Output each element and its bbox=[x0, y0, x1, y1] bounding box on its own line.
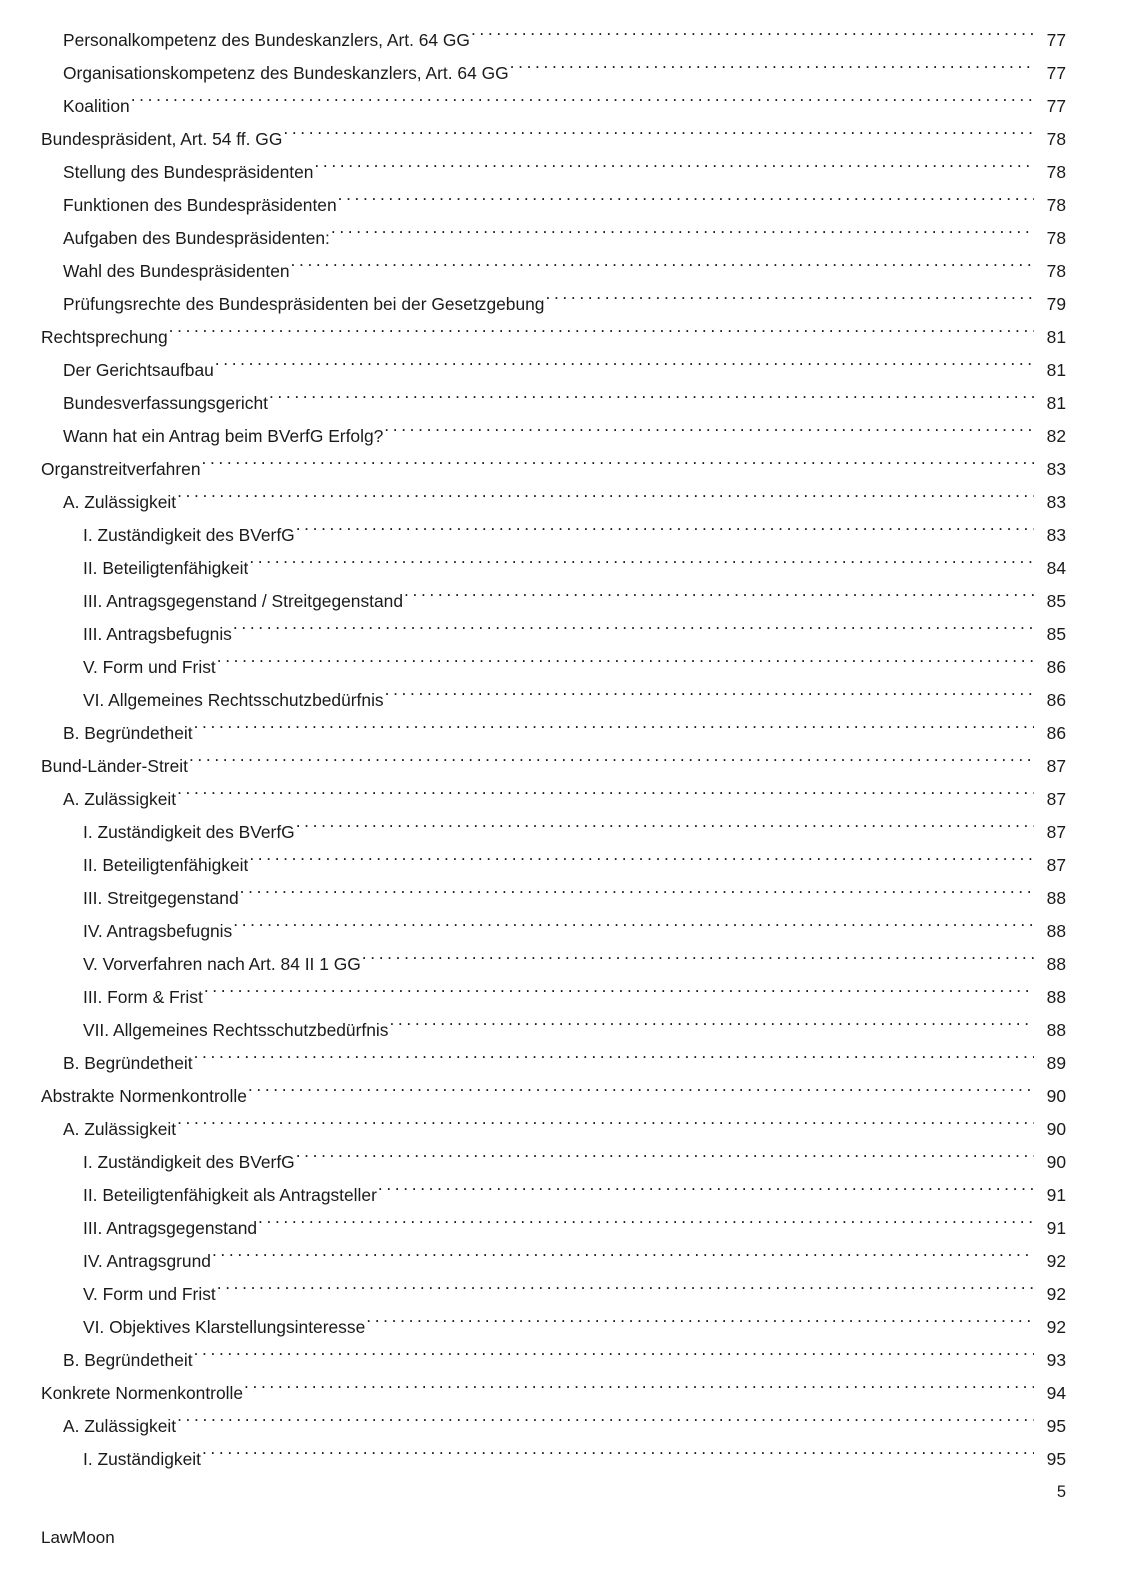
toc-entry-page-number: 86 bbox=[1046, 657, 1066, 677]
toc-entry-page-number: 78 bbox=[1046, 261, 1066, 281]
toc-entry-title: I. Zuständigkeit bbox=[83, 1449, 201, 1469]
dot-leader bbox=[384, 425, 1034, 442]
toc-entry-title: II. Beteiligtenfähigkeit bbox=[83, 558, 249, 578]
toc-entry[interactable] bbox=[41, 1410, 1066, 1443]
toc-entry[interactable] bbox=[41, 948, 1066, 981]
toc-entry-page-number: 89 bbox=[1046, 1053, 1066, 1073]
toc-entry[interactable] bbox=[41, 1146, 1066, 1179]
dot-leader bbox=[404, 590, 1034, 607]
toc-entry[interactable] bbox=[41, 255, 1066, 288]
toc-entry-title: Aufgaben des Bundespräsidenten: bbox=[63, 228, 330, 248]
toc-entry-title: III. Streitgegenstand bbox=[83, 888, 239, 908]
toc-entry-page-number: 85 bbox=[1046, 591, 1066, 611]
toc-entry[interactable] bbox=[41, 915, 1066, 948]
toc-entry[interactable] bbox=[41, 981, 1066, 1014]
dot-leader bbox=[177, 1415, 1034, 1432]
toc-entry-page-number: 88 bbox=[1046, 888, 1066, 908]
dot-leader bbox=[215, 359, 1034, 376]
toc-entry-page-number: 90 bbox=[1046, 1152, 1066, 1172]
toc-entry-page-number: 83 bbox=[1046, 459, 1066, 479]
toc-entry-title: Bund-Länder-Streit bbox=[41, 756, 188, 776]
dot-leader bbox=[131, 95, 1034, 112]
toc-entry-title: Konkrete Normenkontrolle bbox=[41, 1383, 244, 1403]
toc-entry-title: II. Beteiligtenfähigkeit bbox=[83, 855, 249, 875]
toc-entry[interactable] bbox=[41, 1179, 1066, 1212]
toc-entry-page-number: 83 bbox=[1046, 492, 1066, 512]
toc-entry[interactable] bbox=[41, 1245, 1066, 1278]
toc-entry-title: Funktionen des Bundespräsidenten bbox=[63, 195, 337, 215]
dot-leader bbox=[217, 1283, 1034, 1300]
toc-entry[interactable] bbox=[41, 1443, 1066, 1476]
toc-entry-page-number: 78 bbox=[1046, 195, 1066, 215]
toc-entry-page-number: 81 bbox=[1046, 360, 1066, 380]
dot-leader bbox=[296, 1151, 1034, 1168]
toc-entry-page-number: 83 bbox=[1046, 525, 1066, 545]
toc-entry-page-number: 92 bbox=[1046, 1284, 1066, 1304]
toc-entry-page-number: 79 bbox=[1046, 294, 1066, 314]
toc-entry-title: VII. Allgemeines Rechtsschutzbedürfnis bbox=[83, 1020, 389, 1040]
dot-leader bbox=[291, 260, 1034, 277]
toc-entry[interactable] bbox=[41, 1113, 1066, 1146]
footer-brand: LawMoon bbox=[41, 1528, 115, 1547]
toc-entry[interactable] bbox=[41, 1212, 1066, 1245]
toc-entry[interactable] bbox=[41, 189, 1066, 222]
toc-entry[interactable] bbox=[41, 651, 1066, 684]
toc-entry-page-number: 91 bbox=[1046, 1185, 1066, 1205]
toc-entry-page-number: 88 bbox=[1046, 954, 1066, 974]
dot-leader bbox=[177, 491, 1034, 508]
toc-entry[interactable] bbox=[41, 1278, 1066, 1311]
toc-entry[interactable] bbox=[41, 816, 1066, 849]
dot-leader bbox=[217, 656, 1034, 673]
toc-entry-page-number: 87 bbox=[1046, 855, 1066, 875]
toc-entry[interactable] bbox=[41, 585, 1066, 618]
toc-entry[interactable] bbox=[41, 750, 1066, 783]
toc-entry-page-number: 90 bbox=[1046, 1119, 1066, 1139]
dot-leader bbox=[296, 524, 1034, 541]
toc-entry-title: I. Zuständigkeit des BVerfG bbox=[83, 822, 295, 842]
toc-entry-title: B. Begründetheit bbox=[63, 1053, 193, 1073]
toc-entry-title: A. Zulässigkeit bbox=[63, 1416, 177, 1436]
toc-entry-page-number: 81 bbox=[1046, 327, 1066, 347]
dot-leader bbox=[202, 1448, 1034, 1465]
dot-leader bbox=[189, 755, 1034, 772]
toc-entry[interactable] bbox=[41, 519, 1066, 552]
toc-entry-page-number: 95 bbox=[1046, 1449, 1066, 1469]
toc-entry[interactable] bbox=[41, 1047, 1066, 1080]
toc-entry[interactable] bbox=[41, 552, 1066, 585]
toc-entry-title: Der Gerichtsaufbau bbox=[63, 360, 214, 380]
toc-entry[interactable] bbox=[41, 90, 1066, 123]
toc-entry-page-number: 86 bbox=[1046, 690, 1066, 710]
toc-entry[interactable] bbox=[41, 1080, 1066, 1113]
dot-leader bbox=[258, 1217, 1034, 1234]
toc-entry-page-number: 91 bbox=[1046, 1218, 1066, 1238]
toc-entry[interactable] bbox=[41, 24, 1066, 57]
toc-entry-page-number: 95 bbox=[1046, 1416, 1066, 1436]
toc-entry-title: Prüfungsrechte des Bundespräsidenten bei der Gesetzgebung bbox=[63, 294, 545, 314]
toc-entry-title: Bundesverfassungsgericht bbox=[63, 393, 268, 413]
dot-leader bbox=[362, 953, 1034, 970]
toc-entry[interactable] bbox=[41, 354, 1066, 387]
dot-leader bbox=[233, 623, 1034, 640]
toc-entry-title: V. Form und Frist bbox=[83, 1284, 216, 1304]
toc-entry-page-number: 81 bbox=[1046, 393, 1066, 413]
toc-entry[interactable] bbox=[41, 123, 1066, 156]
dot-leader bbox=[194, 1349, 1034, 1366]
toc-entry-title: VI. Allgemeines Rechtsschutzbedürfnis bbox=[83, 690, 384, 710]
dot-leader bbox=[366, 1316, 1034, 1333]
toc-entry-title: Wahl des Bundespräsidenten bbox=[63, 261, 290, 281]
dot-leader bbox=[212, 1250, 1034, 1267]
toc-entry-page-number: 88 bbox=[1046, 1020, 1066, 1040]
toc-entry-title: VI. Objektives Klarstellungsinteresse bbox=[83, 1317, 366, 1337]
toc-entry-title: V. Vorverfahren nach Art. 84 II 1 GG bbox=[83, 954, 361, 974]
toc-entry-title: B. Begründetheit bbox=[63, 1350, 193, 1370]
toc-entry-page-number: 88 bbox=[1046, 921, 1066, 941]
toc-entry-title: A. Zulässigkeit bbox=[63, 789, 177, 809]
toc-entry-title: Rechtsprechung bbox=[41, 327, 168, 347]
dot-leader bbox=[249, 557, 1034, 574]
toc-entry-page-number: 93 bbox=[1046, 1350, 1066, 1370]
dot-leader bbox=[177, 788, 1034, 805]
toc-entry-title: A. Zulässigkeit bbox=[63, 492, 177, 512]
toc-entry-page-number: 86 bbox=[1046, 723, 1066, 743]
toc-entry-title: Koalition bbox=[63, 96, 130, 116]
toc-entry-page-number: 87 bbox=[1046, 789, 1066, 809]
toc-entry-page-number: 78 bbox=[1046, 129, 1066, 149]
dot-leader bbox=[269, 392, 1034, 409]
toc-entry-title: Organstreitverfahren bbox=[41, 459, 201, 479]
toc-entry-page-number: 77 bbox=[1046, 96, 1066, 116]
toc-entry[interactable] bbox=[41, 717, 1066, 750]
dot-leader bbox=[169, 326, 1034, 343]
toc-entry[interactable] bbox=[41, 1377, 1066, 1410]
dot-leader bbox=[338, 194, 1034, 211]
dot-leader bbox=[202, 458, 1035, 475]
toc-entry-title: V. Form und Frist bbox=[83, 657, 216, 677]
toc-entry-title: IV. Antragsbefugnis bbox=[83, 921, 233, 941]
toc-entry[interactable] bbox=[41, 387, 1066, 420]
toc-entry-page-number: 85 bbox=[1046, 624, 1066, 644]
dot-leader bbox=[177, 1118, 1034, 1135]
toc-entry[interactable] bbox=[41, 618, 1066, 651]
dot-leader bbox=[331, 227, 1034, 244]
dot-leader bbox=[194, 722, 1034, 739]
toc-entry-page-number: 94 bbox=[1046, 1383, 1066, 1403]
dot-leader bbox=[249, 854, 1034, 871]
dot-leader bbox=[283, 128, 1034, 145]
toc-entry-page-number: 77 bbox=[1046, 63, 1066, 83]
toc-entry-title: III. Antragsgegenstand bbox=[83, 1218, 258, 1238]
dot-leader bbox=[510, 62, 1034, 79]
dot-leader bbox=[314, 161, 1034, 178]
dot-leader bbox=[194, 1052, 1034, 1069]
toc-entry[interactable] bbox=[41, 486, 1066, 519]
toc-entry[interactable] bbox=[41, 882, 1066, 915]
dot-leader bbox=[389, 1019, 1034, 1036]
toc-entry-title: III. Antragsbefugnis bbox=[83, 624, 232, 644]
table-of-contents bbox=[0, 24, 1124, 1476]
dot-leader bbox=[240, 887, 1034, 904]
dot-leader bbox=[296, 821, 1034, 838]
toc-entry[interactable] bbox=[41, 156, 1066, 189]
toc-entry-title: Bundespräsident, Art. 54 ff. GG bbox=[41, 129, 283, 149]
toc-entry-title: I. Zuständigkeit des BVerfG bbox=[83, 1152, 295, 1172]
toc-entry-page-number: 87 bbox=[1046, 822, 1066, 842]
toc-entry[interactable] bbox=[41, 288, 1066, 321]
toc-entry-title: IV. Antragsgrund bbox=[83, 1251, 211, 1271]
toc-entry-title: I. Zuständigkeit des BVerfG bbox=[83, 525, 295, 545]
toc-entry[interactable] bbox=[41, 453, 1066, 486]
toc-entry-title: II. Beteiligtenfähigkeit als Antragsteller bbox=[83, 1185, 377, 1205]
toc-entry-title: Abstrakte Normenkontrolle bbox=[41, 1086, 247, 1106]
toc-entry-title: Personalkompetenz des Bundeskanzlers, Art. 64 GG bbox=[63, 30, 470, 50]
dot-leader bbox=[248, 1085, 1034, 1102]
toc-entry-title: Stellung des Bundespräsidenten bbox=[63, 162, 314, 182]
toc-entry[interactable] bbox=[41, 684, 1066, 717]
toc-entry[interactable] bbox=[41, 57, 1066, 90]
toc-entry-title: B. Begründetheit bbox=[63, 723, 193, 743]
toc-entry-page-number: 82 bbox=[1046, 426, 1066, 446]
dot-leader bbox=[385, 689, 1034, 706]
toc-entry-page-number: 92 bbox=[1046, 1251, 1066, 1271]
toc-entry-page-number: 84 bbox=[1046, 558, 1066, 578]
toc-entry[interactable] bbox=[41, 321, 1066, 354]
toc-entry-page-number: 87 bbox=[1046, 756, 1066, 776]
toc-entry-page-number: 88 bbox=[1046, 987, 1066, 1007]
toc-entry-page-number: 78 bbox=[1046, 162, 1066, 182]
toc-entry[interactable] bbox=[41, 1014, 1066, 1047]
toc-entry-title: III. Antragsgegenstand / Streitgegenstand bbox=[83, 591, 404, 611]
toc-entry[interactable] bbox=[41, 849, 1066, 882]
toc-entry-page-number: 78 bbox=[1046, 228, 1066, 248]
toc-entry[interactable] bbox=[41, 1344, 1066, 1377]
toc-entry-title: III. Form & Frist bbox=[83, 987, 203, 1007]
page-number: 5 bbox=[1056, 1483, 1066, 1501]
toc-entry-title: Wann hat ein Antrag beim BVerfG Erfolg? bbox=[63, 426, 384, 446]
dot-leader bbox=[244, 1382, 1034, 1399]
toc-entry[interactable] bbox=[41, 1311, 1066, 1344]
dot-leader bbox=[378, 1184, 1034, 1201]
toc-entry-page-number: 77 bbox=[1046, 30, 1066, 50]
toc-entry[interactable] bbox=[41, 222, 1066, 255]
dot-leader bbox=[545, 293, 1034, 310]
toc-entry[interactable] bbox=[41, 420, 1066, 453]
dot-leader bbox=[471, 29, 1034, 46]
dot-leader bbox=[233, 920, 1034, 937]
toc-entry-page-number: 92 bbox=[1046, 1317, 1066, 1337]
toc-entry-title: A. Zulässigkeit bbox=[63, 1119, 177, 1139]
toc-entry-page-number: 90 bbox=[1046, 1086, 1066, 1106]
toc-entry-title: Organisationskompetenz des Bundeskanzlers, Art. 64 GG bbox=[63, 63, 509, 83]
toc-entry[interactable] bbox=[41, 783, 1066, 816]
dot-leader bbox=[204, 986, 1034, 1003]
